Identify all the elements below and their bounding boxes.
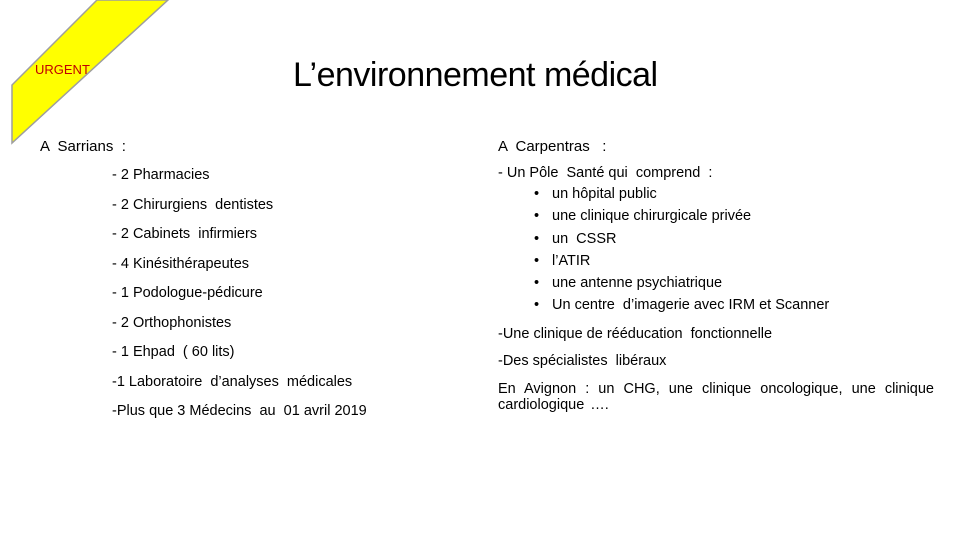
list-item-text: un CSSR [552,230,617,247]
sarrians-list [112,166,367,432]
list-item: - 1 Podologue-pédicure [112,285,263,301]
list-item [530,183,938,205]
page-title: L’environnement médical [293,56,658,94]
list-item [530,250,938,272]
carpentras-block [498,164,938,413]
list-item: - 2 Orthophonistes [112,314,232,331]
list-item: -1 Laboratoire d’analyses médicales [112,373,353,390]
list-item [530,294,938,316]
carpentras-heading: A Carpentras : [498,138,607,155]
list-item: - 4 Kinésithérapeutes [112,255,250,272]
list-item-text: un hôpital public [552,186,657,202]
bullet-icon: • [534,186,540,202]
list-item [530,272,938,294]
list-item-text: une antenne psychiatrique [552,275,723,292]
list-item: - 2 Chirurgiens dentistes [112,196,274,213]
bullet-icon: • [534,252,540,269]
clinique-reeducation: -Une clinique de rééducation fonctionnelle [498,325,773,342]
list-item: - 2 Cabinets infirmiers [112,226,258,242]
bullet-icon: • [534,208,540,225]
avignon-text: En Avignon : un CHG, une clinique oncologique, une clinique cardiologique …. [498,380,934,413]
list-item-text: Un centre d’imagerie avec IRM et Scanner [552,297,830,314]
pole-sante-list [498,183,938,317]
pole-sante-intro: - Un Pôle Santé qui comprend : [498,165,713,181]
list-item-text: l’ATIR [552,252,591,269]
list-item: -Plus que 3 Médecins au 01 avril 2019 [112,403,367,419]
urgent-label: URGENT [35,62,90,77]
bullet-icon: • [534,230,540,247]
list-item: - 2 Pharmacies [112,167,210,183]
list-item-text: une clinique chirurgicale privée [552,208,752,225]
specialistes-liberaux: -Des spécialistes libéraux [498,352,667,369]
bullet-icon: • [534,297,540,314]
urgent-badge [0,0,170,150]
list-item [530,205,938,227]
bullet-icon: • [534,275,540,292]
sarrians-heading: A Sarrians : [40,138,126,155]
list-item [530,228,938,250]
list-item: - 1 Ehpad ( 60 lits) [112,344,235,360]
